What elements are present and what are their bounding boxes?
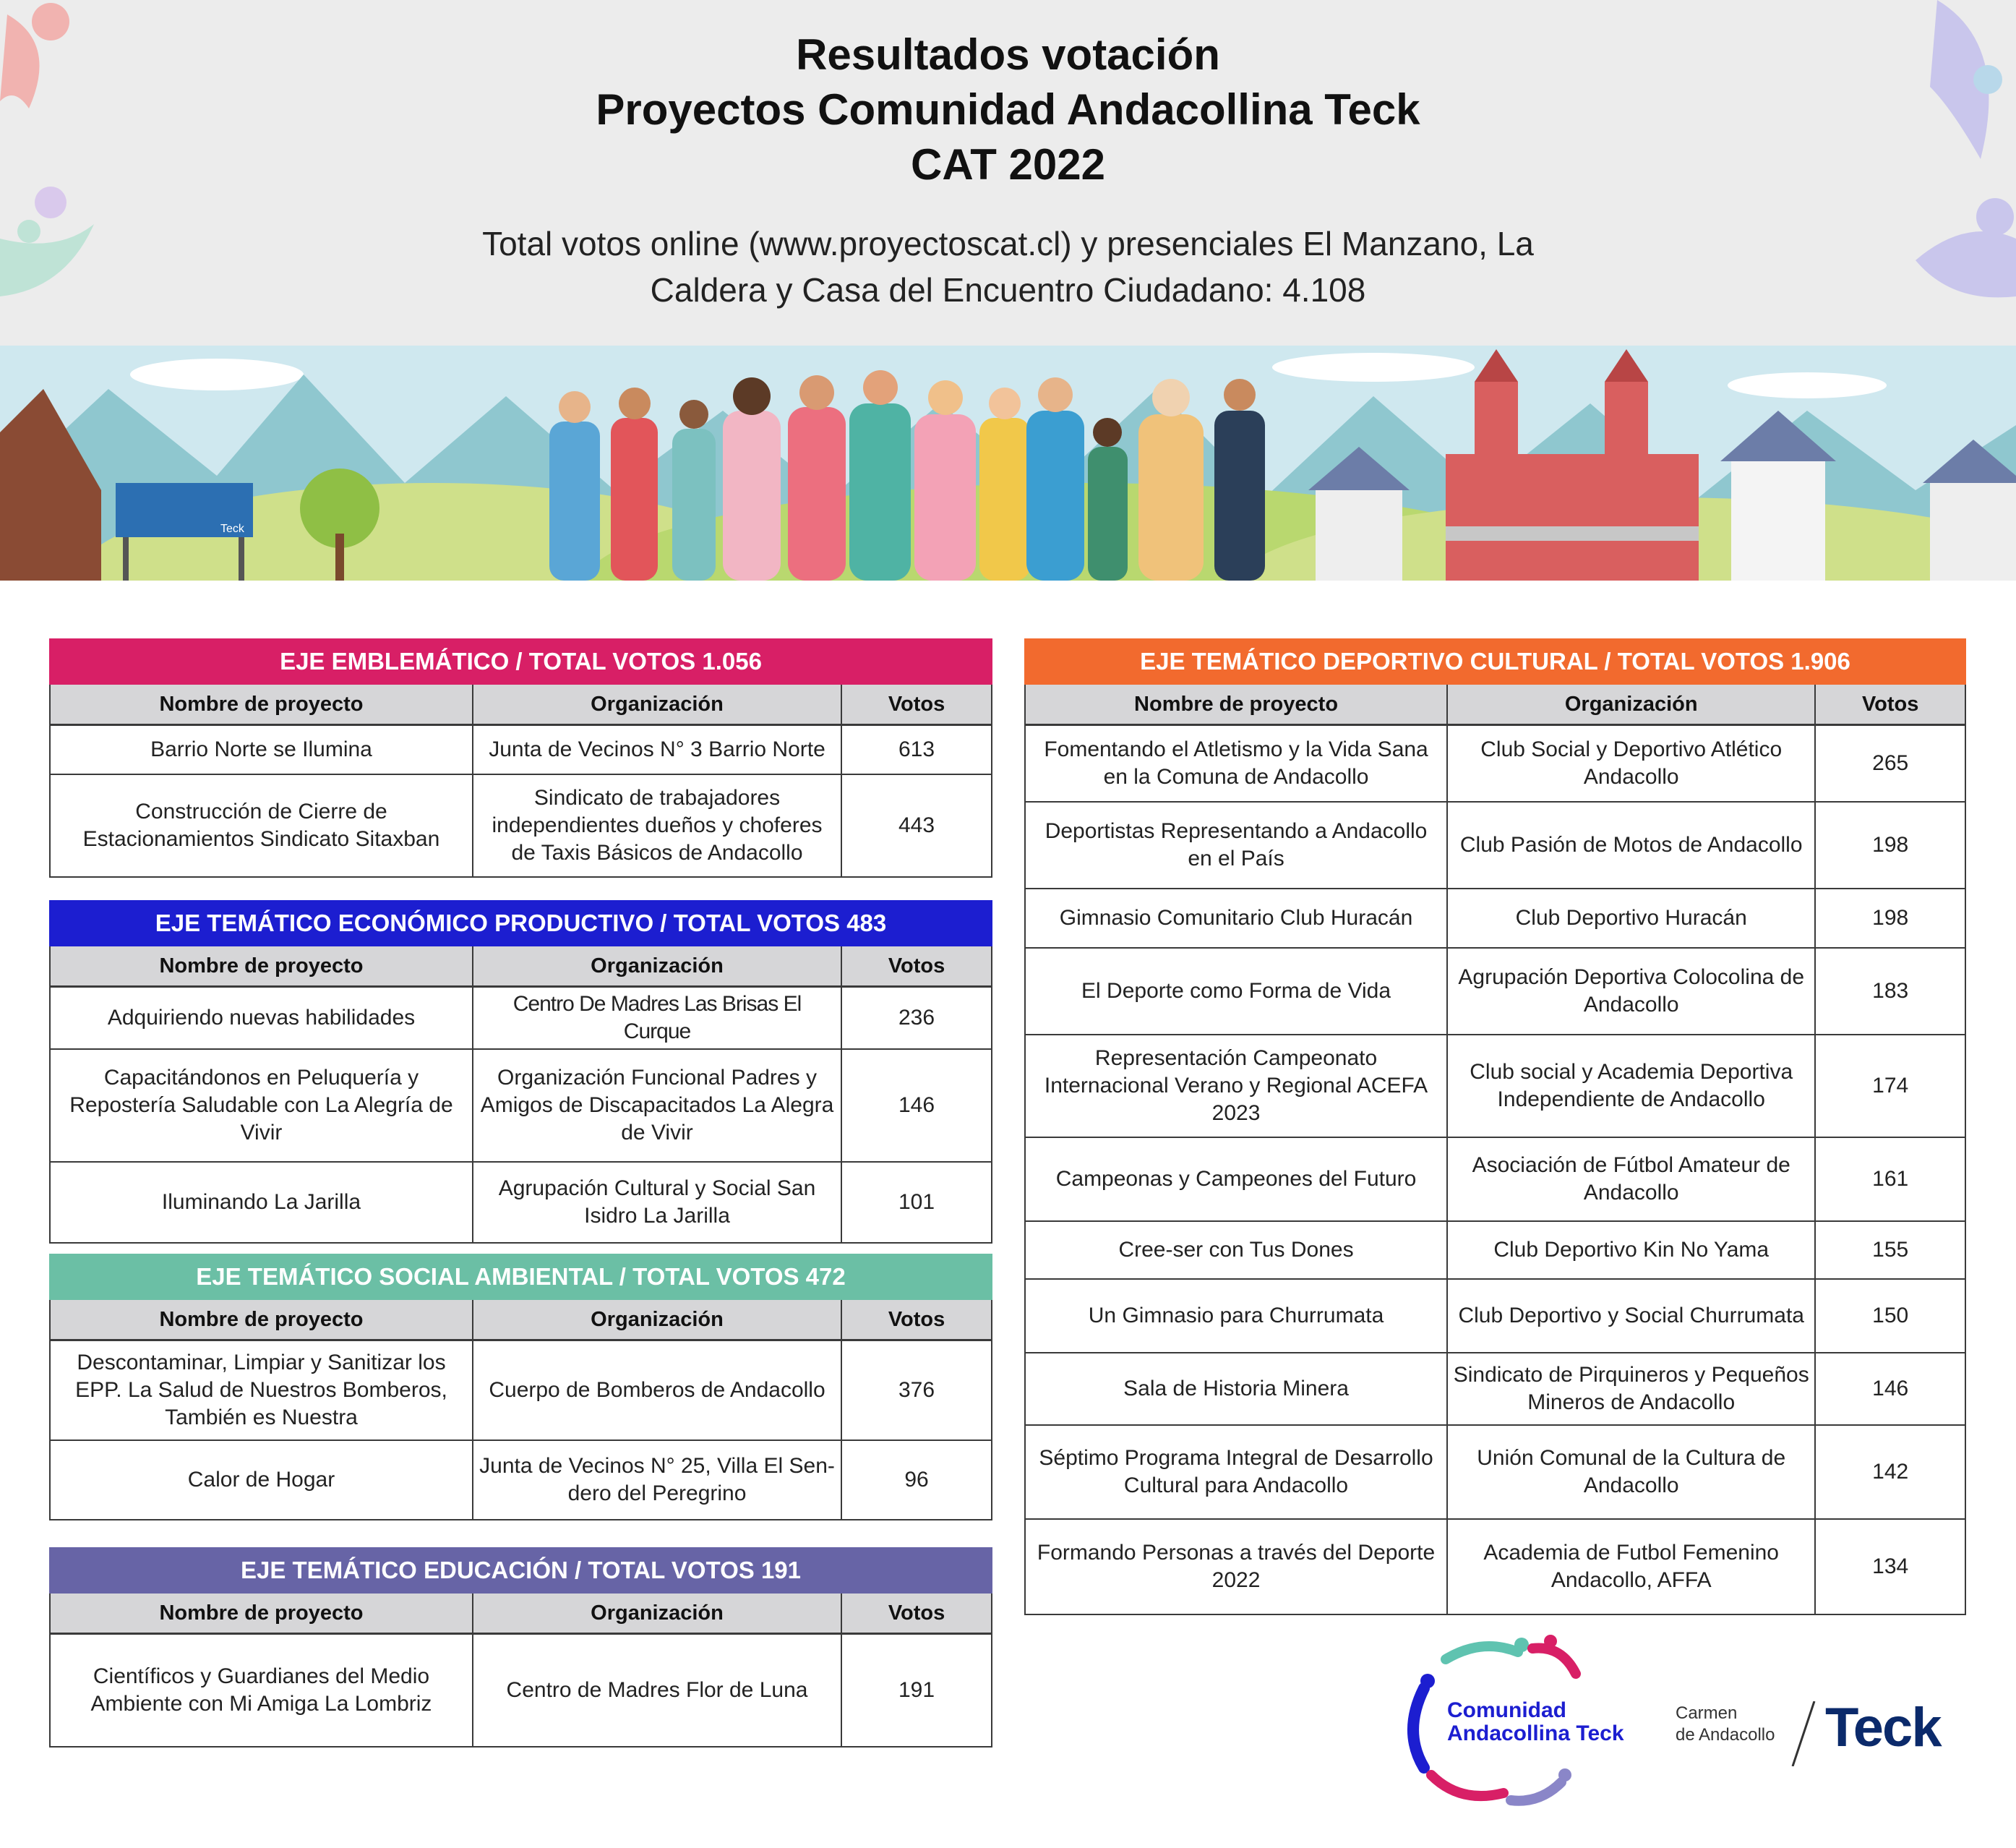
section-heading: EJE TEMÁTICO EDUCACIÓN / TOTAL VOTOS 191: [49, 1547, 992, 1594]
project-name: Barrio Norte se Ilumina: [50, 725, 473, 774]
section-heading: EJE TEMÁTICO DEPORTIVO CULTURAL / TOTAL VOTOS 1.906: [1024, 638, 1966, 685]
organization-name: Unión Comunal de la Cultura de Andacollo: [1447, 1425, 1815, 1519]
section-economico: [49, 900, 992, 1244]
carmen-line-2: de Andacollo: [1676, 1725, 1775, 1745]
organization-name: Cuerpo de Bomberos de Andacollo: [473, 1340, 841, 1440]
organization-name: Club social y Academia Deportiva Independiente de Andacollo: [1447, 1035, 1815, 1137]
column-header-project: Nombre de proyecto: [50, 1594, 473, 1634]
organization-name: Sindicato de trabajadores independientes dueños y choferes de Taxis Básicos de Andacollo: [473, 774, 841, 877]
organization-name: Academia de Futbol Femenino Andacollo, AFFA: [1447, 1519, 1815, 1614]
project-name: Campeonas y Campeones del Futuro: [1025, 1137, 1447, 1221]
column-header-project: Nombre de proyecto: [50, 946, 473, 987]
table-row: [1025, 1425, 1965, 1519]
vote-count: 191: [841, 1634, 992, 1747]
organization-name: Agrupación Deportiva Colocolina de Andacollo: [1447, 948, 1815, 1035]
section-social: [49, 1254, 992, 1520]
footer-logos: [1388, 1630, 1981, 1818]
column-header-project: Nombre de proyecto: [50, 685, 473, 725]
table-row: [50, 1340, 992, 1440]
project-name: Un Gimnasio para Churrumata: [1025, 1279, 1447, 1353]
organization-name: Centro de Madres Flor de Luna: [473, 1634, 841, 1747]
project-name: Formando Personas a través del Deporte 2022: [1025, 1519, 1447, 1614]
project-name: Deportistas Representando a Andacollo en el País: [1025, 802, 1447, 889]
cat-logo-text: [1447, 1699, 1624, 1745]
organization-name: Organización Funcional Padres y Amigos de Discapacitados La Alegra de Vivir: [473, 1049, 841, 1162]
vote-count: 443: [841, 774, 992, 877]
organization-name: Club Deportivo y Social Churrumata: [1447, 1279, 1815, 1353]
banner-sign-text: Teck: [220, 523, 244, 535]
table-row: [50, 1049, 992, 1162]
cat-logo-line-2: Andacollina Teck: [1447, 1721, 1624, 1745]
vote-count: 155: [1815, 1221, 1965, 1279]
table-row: [50, 774, 992, 877]
vote-count: 101: [841, 1162, 992, 1243]
subtitle-line-1: Total votos online (www.proyectoscat.cl) y presenciales El Manzano, La: [482, 225, 1534, 262]
slash-divider-icon: [1789, 1701, 1818, 1766]
community-banner-illustration: [0, 346, 2016, 581]
project-name: Representación Campeonato Internacional Verano y Regional ACEFA 2023: [1025, 1035, 1447, 1137]
column-header-organization: Organización: [473, 1594, 841, 1634]
organization-name: Junta de Vecinos N° 3 Barrio Norte: [473, 725, 841, 774]
vote-count: 613: [841, 725, 992, 774]
column-header-votes: Votos: [841, 1594, 992, 1634]
organization-name: Club Deportivo Kin No Yama: [1447, 1221, 1815, 1279]
section-emblematico: [49, 638, 992, 878]
vote-count: 198: [1815, 802, 1965, 889]
project-name: Sala de Historia Minera: [1025, 1353, 1447, 1425]
results-table: [49, 946, 992, 1244]
table-row: [1025, 948, 1965, 1035]
project-name: Construcción de Cierre de Estacionamientos Sindicato Sitaxban: [50, 774, 473, 877]
results-table: [49, 1594, 992, 1748]
results-table: [1024, 685, 1966, 1615]
vote-count: 146: [1815, 1353, 1965, 1425]
vote-count: 150: [1815, 1279, 1965, 1353]
subtitle-line-2: Caldera y Casa del Encuentro Ciudadano: 4.108: [650, 271, 1366, 309]
table-row: [1025, 1221, 1965, 1279]
vote-count: 198: [1815, 889, 1965, 948]
vote-count: 183: [1815, 948, 1965, 1035]
column-header-organization: Organización: [473, 1300, 841, 1340]
project-name: Descontaminar, Limpiar y Sanitizar los EPP. La Salud de Nuestros Bomberos, También es Nuestra: [50, 1340, 473, 1440]
project-name: Científicos y Guardianes del Medio Ambiente con Mi Amiga La Lombriz: [50, 1634, 473, 1747]
project-name: Adquiriendo nuevas habilidades: [50, 987, 473, 1050]
vote-count: 161: [1815, 1137, 1965, 1221]
vote-count: 142: [1815, 1425, 1965, 1519]
project-name: Calor de Hogar: [50, 1440, 473, 1520]
table-row: [50, 1162, 992, 1243]
table-row: [1025, 1035, 1965, 1137]
page-title: [0, 27, 2016, 192]
organization-name: Junta de Vecinos N° 25, Villa El Sen-dero del Peregrino: [473, 1440, 841, 1520]
project-name: Cree-ser con Tus Dones: [1025, 1221, 1447, 1279]
organization-name: Asociación de Fútbol Amateur de Andacollo: [1447, 1137, 1815, 1221]
table-row: [50, 725, 992, 774]
column-header-votes: Votos: [841, 1300, 992, 1340]
table-row: [50, 1634, 992, 1747]
carmen-line-1: Carmen: [1676, 1703, 1738, 1723]
organization-name: Club Deportivo Huracán: [1447, 889, 1815, 948]
cat-logo-line-1: Comunidad: [1447, 1698, 1566, 1722]
vote-count: 265: [1815, 725, 1965, 802]
project-name: Iluminando La Jarilla: [50, 1162, 473, 1243]
column-header-organization: Organización: [473, 685, 841, 725]
column-header-votes: Votos: [1815, 685, 1965, 725]
results-table: [49, 685, 992, 878]
organization-name: Centro De Madres Las Brisas El Curque: [473, 987, 841, 1050]
table-row: [1025, 725, 1965, 802]
title-line-1: Resultados votación: [796, 30, 1220, 79]
page-subtitle: [405, 221, 1611, 313]
project-name: El Deporte como Forma de Vida: [1025, 948, 1447, 1035]
vote-count: 96: [841, 1440, 992, 1520]
table-row: [50, 987, 992, 1050]
column-header-votes: Votos: [841, 946, 992, 987]
table-row: [1025, 802, 1965, 889]
title-line-3: CAT 2022: [910, 140, 1105, 189]
column-header-project: Nombre de proyecto: [50, 1300, 473, 1340]
table-row: [1025, 1137, 1965, 1221]
project-name: Séptimo Programa Integral de Desarrollo Cultural para Andacollo: [1025, 1425, 1447, 1519]
table-row: [50, 1440, 992, 1520]
table-row: [1025, 889, 1965, 948]
project-name: Gimnasio Comunitario Club Huracán: [1025, 889, 1447, 948]
column-header-votes: Votos: [841, 685, 992, 725]
column-header-organization: Organización: [473, 946, 841, 987]
carmen-de-andacollo-text: [1676, 1703, 1775, 1746]
column-header-project: Nombre de proyecto: [1025, 685, 1447, 725]
vote-count: 236: [841, 987, 992, 1050]
project-name: Fomentando el Atletismo y la Vida Sana en la Comuna de Andacollo: [1025, 725, 1447, 802]
table-row: [1025, 1353, 1965, 1425]
organization-name: Club Pasión de Motos de Andacollo: [1447, 802, 1815, 889]
results-table: [49, 1300, 992, 1520]
column-header-organization: Organización: [1447, 685, 1815, 725]
vote-count: 146: [841, 1049, 992, 1162]
section-heading: EJE TEMÁTICO SOCIAL AMBIENTAL / TOTAL VOTOS 472: [49, 1254, 992, 1300]
vote-count: 174: [1815, 1035, 1965, 1137]
header: [0, 0, 2016, 347]
section-educacion: [49, 1547, 992, 1748]
organization-name: Sindicato de Pirquineros y Pequeños Mineros de Andacollo: [1447, 1353, 1815, 1425]
section-heading: EJE EMBLEMÁTICO / TOTAL VOTOS 1.056: [49, 638, 992, 685]
table-row: [1025, 1279, 1965, 1353]
teck-logo: Teck: [1825, 1697, 1941, 1758]
project-name: Capacitándonos en Peluquería y Repostería Saludable con La Alegría de Vivir: [50, 1049, 473, 1162]
organization-name: Agrupación Cultural y Social San Isidro La Jarilla: [473, 1162, 841, 1243]
section-heading: EJE TEMÁTICO ECONÓMICO PRODUCTIVO / TOTAL VOTOS 483: [49, 900, 992, 946]
vote-count: 134: [1815, 1519, 1965, 1614]
vote-count: 376: [841, 1340, 992, 1440]
title-line-2: Proyectos Comunidad Andacollina Teck: [596, 85, 1420, 134]
town-illustration-icon: [0, 346, 2016, 581]
table-row: [1025, 1519, 1965, 1614]
section-deportivo: [1024, 638, 1966, 1615]
organization-name: Club Social y Deportivo Atlético Andacollo: [1447, 725, 1815, 802]
